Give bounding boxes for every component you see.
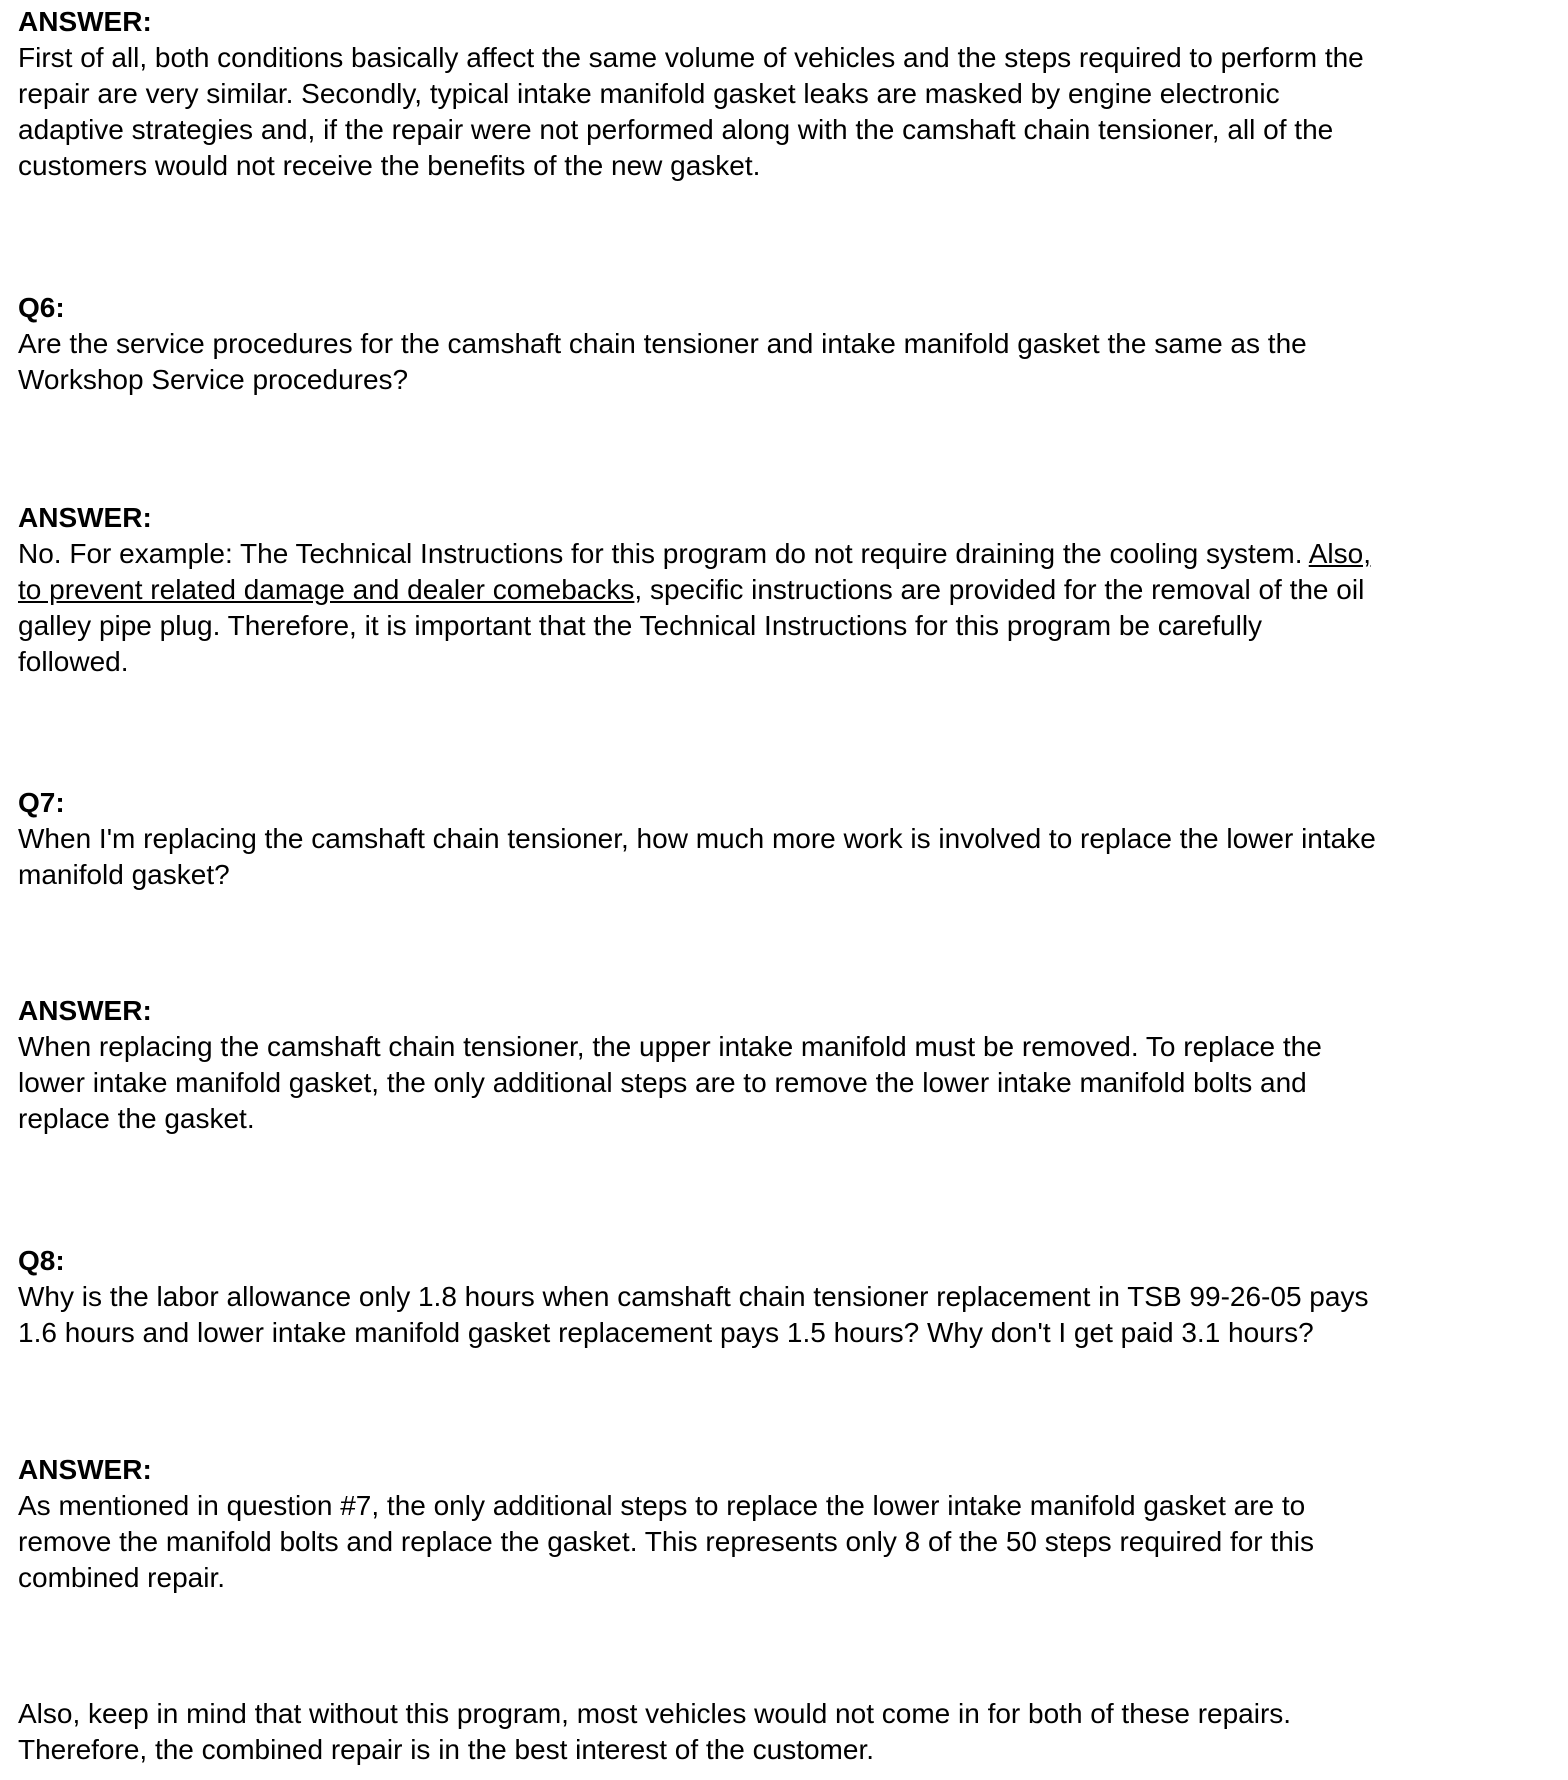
question-line: Workshop Service procedures? — [18, 364, 409, 395]
answer-heading: ANSWER: — [18, 6, 152, 37]
answer-line: When replacing the camshaft chain tensioner, the upper intake manifold must be removed. To replace the — [18, 1031, 1322, 1062]
answer-line: followed. — [18, 646, 129, 677]
closing-line: Also, keep in mind that without this program, most vehicles would not come in for both of these repairs. — [18, 1698, 1292, 1729]
underlined-text: Also, — [1308, 538, 1371, 569]
answer-block-q5 — [18, 4, 1538, 184]
answer-heading: ANSWER: — [18, 995, 152, 1026]
answer-line: customers would not receive the benefits of the new gasket. — [18, 150, 761, 181]
answer-line: First of all, both conditions basically affect the same volume of vehicles and the steps required to perform the — [18, 42, 1364, 73]
question-line: Why is the labor allowance only 1.8 hours when camshaft chain tensioner replacement in TSB 99-26-05 pays — [18, 1281, 1369, 1312]
closing-line: Therefore, the combined repair is in the best interest of the customer. — [18, 1734, 874, 1765]
question-heading: Q6: — [18, 292, 65, 323]
answer-line — [18, 572, 1538, 608]
answer-line: replace the gasket. — [18, 1103, 255, 1134]
answer-line: lower intake manifold gasket, the only additional steps are to remove the lower intake manifold bolts and — [18, 1067, 1307, 1098]
answer-line: combined repair. — [18, 1562, 226, 1593]
underlined-text: to prevent related damage and dealer comebacks — [18, 574, 635, 605]
question-line: 1.6 hours and lower intake manifold gasket replacement pays 1.5 hours? Why don't I get paid 3.1 hours? — [18, 1317, 1314, 1348]
question-line: Are the service procedures for the camshaft chain tensioner and intake manifold gasket the same as the — [18, 328, 1307, 359]
answer-block-q7 — [18, 993, 1538, 1137]
answer-heading: ANSWER: — [18, 502, 152, 533]
answer-line: remove the manifold bolts and replace the gasket. This represents only 8 of the 50 steps required for this — [18, 1526, 1314, 1557]
answer-line: As mentioned in question #7, the only additional steps to replace the lower intake manifold gasket are to — [18, 1490, 1306, 1521]
question-heading: Q7: — [18, 787, 65, 818]
question-block-q6 — [18, 290, 1538, 398]
answer-line: repair are very similar. Secondly, typical intake manifold gasket leaks are masked by engine electronic — [18, 78, 1280, 109]
answer-text: , specific instructions are provided for the removal of the oil — [634, 574, 1365, 605]
answer-text: No. For example: The Technical Instructions for this program do not require draining the cooling system. — [18, 538, 1309, 569]
question-block-q8 — [18, 1243, 1538, 1351]
closing-paragraph — [18, 1696, 1538, 1768]
question-line: When I'm replacing the camshaft chain tensioner, how much more work is involved to replace the lower intake — [18, 823, 1376, 854]
answer-line — [18, 536, 1538, 572]
question-heading: Q8: — [18, 1245, 65, 1276]
question-block-q7 — [18, 785, 1538, 893]
question-line: manifold gasket? — [18, 859, 230, 890]
answer-line: adaptive strategies and, if the repair were not performed along with the camshaft chain tensioner, all of the — [18, 114, 1334, 145]
answer-heading: ANSWER: — [18, 1454, 152, 1485]
answer-block-q6 — [18, 500, 1538, 680]
answer-block-q8 — [18, 1452, 1538, 1596]
answer-line: galley pipe plug. Therefore, it is important that the Technical Instructions for this program be carefully — [18, 610, 1263, 641]
